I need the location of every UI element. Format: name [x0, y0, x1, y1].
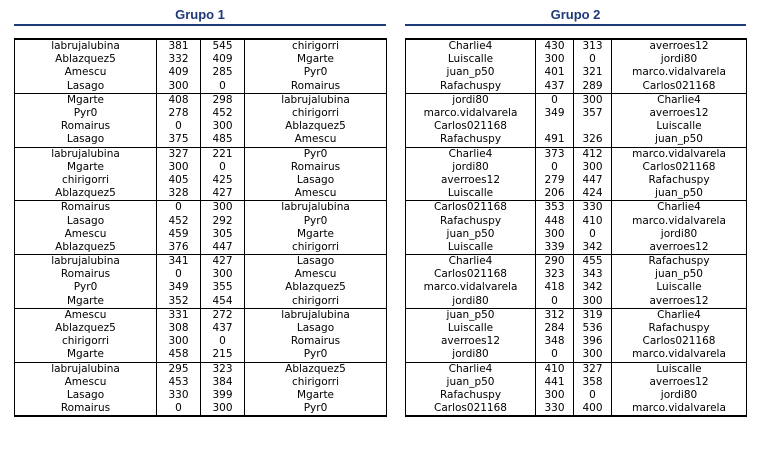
- away-player-cell: labrujalubina: [245, 308, 387, 322]
- home-score-cell: 323: [536, 268, 574, 281]
- away-score-cell: 0: [574, 53, 612, 66]
- away-player-cell: Pyr0: [245, 348, 387, 362]
- match-row: [406, 362, 747, 376]
- away-score-cell: 357: [574, 107, 612, 120]
- home-player-cell: Ablazquez5: [15, 187, 157, 201]
- home-score-cell: 300: [536, 389, 574, 402]
- home-player-cell: Lasago: [15, 214, 157, 227]
- home-score-cell: 409: [157, 66, 201, 79]
- away-score-cell: 321: [574, 66, 612, 79]
- home-player-cell: Charlie4: [406, 362, 536, 376]
- title-underline: [405, 24, 746, 26]
- home-score-cell: 348: [536, 335, 574, 348]
- away-score-cell: 342: [574, 241, 612, 255]
- home-player-cell: Rafachuspy: [406, 389, 536, 402]
- home-player-cell: jordi80: [406, 348, 536, 362]
- home-score-cell: 452: [157, 214, 201, 227]
- home-player-cell: Lasago: [15, 80, 157, 94]
- away-score-cell: 424: [574, 187, 612, 201]
- away-player-cell: Pyr0: [245, 402, 387, 416]
- match-row: [406, 53, 747, 66]
- home-player-cell: Rafachuspy: [406, 214, 536, 227]
- away-score-cell: 536: [574, 322, 612, 335]
- home-player-cell: Luiscalle: [406, 53, 536, 66]
- home-score-cell: 381: [157, 39, 201, 53]
- away-score-cell: 292: [201, 214, 245, 227]
- match-row: [406, 93, 747, 107]
- home-player-cell: juan_p50: [406, 228, 536, 241]
- home-player-cell: Mgarte: [15, 161, 157, 174]
- away-player-cell: Romairus: [245, 335, 387, 348]
- away-score-cell: 300: [201, 268, 245, 281]
- away-player-cell: jordi80: [612, 228, 747, 241]
- away-score-cell: 485: [201, 133, 245, 147]
- home-player-cell: Romairus: [15, 120, 157, 133]
- home-score-cell: 300: [536, 228, 574, 241]
- match-row: [406, 39, 747, 53]
- home-score-cell: 290: [536, 255, 574, 269]
- away-player-cell: Amescu: [245, 187, 387, 201]
- results-table: [14, 38, 387, 417]
- home-player-cell: marco.vidalvarela: [406, 107, 536, 120]
- match-row: [15, 161, 387, 174]
- away-score-cell: 447: [574, 174, 612, 187]
- home-score-cell: 295: [157, 362, 201, 376]
- match-row: [15, 228, 387, 241]
- home-score-cell: 352: [157, 295, 201, 309]
- home-player-cell: Luiscalle: [406, 187, 536, 201]
- match-row: [15, 402, 387, 416]
- away-player-cell: averroes12: [612, 241, 747, 255]
- home-player-cell: Charlie4: [406, 255, 536, 269]
- away-player-cell: Luiscalle: [612, 120, 747, 133]
- away-player-cell: jordi80: [612, 389, 747, 402]
- match-row: [406, 66, 747, 79]
- home-player-cell: Charlie4: [406, 39, 536, 53]
- home-score-cell: 278: [157, 107, 201, 120]
- match-row: [406, 322, 747, 335]
- home-score-cell: 401: [536, 66, 574, 79]
- away-score-cell: 452: [201, 107, 245, 120]
- home-score-cell: 327: [157, 147, 201, 161]
- home-score-cell: 312: [536, 308, 574, 322]
- away-score-cell: 396: [574, 335, 612, 348]
- match-row: [406, 295, 747, 309]
- match-row: [406, 228, 747, 241]
- home-player-cell: Ablazquez5: [15, 322, 157, 335]
- home-score-cell: 430: [536, 39, 574, 53]
- away-score-cell: 0: [201, 80, 245, 94]
- home-score-cell: 284: [536, 322, 574, 335]
- match-row: [15, 214, 387, 227]
- home-player-cell: Romairus: [15, 201, 157, 215]
- home-player-cell: Pyr0: [15, 107, 157, 120]
- home-player-cell: Luiscalle: [406, 241, 536, 255]
- home-player-cell: labrujalubina: [15, 255, 157, 269]
- group-title: Grupo 2: [550, 7, 601, 22]
- match-row: [406, 187, 747, 201]
- home-player-cell: averroes12: [406, 174, 536, 187]
- away-player-cell: juan_p50: [612, 133, 747, 147]
- away-score-cell: 545: [201, 39, 245, 53]
- away-player-cell: Luiscalle: [612, 362, 747, 376]
- away-score-cell: 300: [201, 120, 245, 133]
- match-row: [406, 308, 747, 322]
- home-player-cell: Romairus: [15, 268, 157, 281]
- away-score-cell: 454: [201, 295, 245, 309]
- away-player-cell: Charlie4: [612, 93, 747, 107]
- away-score-cell: 342: [574, 281, 612, 294]
- match-row: [15, 348, 387, 362]
- away-player-cell: Mgarte: [245, 53, 387, 66]
- away-player-cell: Rafachuspy: [612, 322, 747, 335]
- away-player-cell: Romairus: [245, 80, 387, 94]
- match-row: [406, 147, 747, 161]
- home-score-cell: 331: [157, 308, 201, 322]
- home-score-cell: 0: [536, 93, 574, 107]
- home-player-cell: Amescu: [15, 308, 157, 322]
- home-score-cell: 0: [157, 402, 201, 416]
- match-row: [15, 308, 387, 322]
- away-score-cell: 400: [574, 402, 612, 416]
- match-row: [406, 389, 747, 402]
- home-score-cell: 437: [536, 80, 574, 94]
- home-score-cell: 332: [157, 53, 201, 66]
- away-player-cell: juan_p50: [612, 268, 747, 281]
- match-row: [15, 376, 387, 389]
- home-score-cell: 491: [536, 133, 574, 147]
- title-underline: [14, 24, 386, 26]
- away-player-cell: averroes12: [612, 107, 747, 120]
- match-row: [406, 174, 747, 187]
- match-row: [406, 201, 747, 215]
- match-row: [406, 80, 747, 94]
- away-score-cell: 323: [201, 362, 245, 376]
- match-row: [15, 335, 387, 348]
- away-score-cell: 300: [574, 161, 612, 174]
- away-player-cell: Carlos021168: [612, 80, 747, 94]
- home-score-cell: 410: [536, 362, 574, 376]
- home-player-cell: Ablazquez5: [15, 241, 157, 255]
- away-player-cell: Romairus: [245, 161, 387, 174]
- home-player-cell: chirigorri: [15, 335, 157, 348]
- home-player-cell: labrujalubina: [15, 39, 157, 53]
- away-score-cell: 300: [201, 402, 245, 416]
- home-score-cell: 0: [536, 348, 574, 362]
- home-player-cell: jordi80: [406, 295, 536, 309]
- home-score-cell: 300: [536, 53, 574, 66]
- away-player-cell: Carlos021168: [612, 335, 747, 348]
- home-player-cell: Rafachuspy: [406, 133, 536, 147]
- away-score-cell: 330: [574, 201, 612, 215]
- away-player-cell: marco.vidalvarela: [612, 402, 747, 416]
- away-player-cell: Mgarte: [245, 389, 387, 402]
- away-score-cell: 215: [201, 348, 245, 362]
- match-row: [406, 241, 747, 255]
- match-row: [15, 39, 387, 53]
- match-row: [406, 255, 747, 269]
- match-row: [15, 268, 387, 281]
- away-score-cell: 358: [574, 376, 612, 389]
- home-player-cell: Carlos021168: [406, 402, 536, 416]
- home-score-cell: 206: [536, 187, 574, 201]
- home-score-cell: 341: [157, 255, 201, 269]
- away-score-cell: 0: [574, 228, 612, 241]
- home-score-cell: [536, 120, 574, 133]
- home-player-cell: Rafachuspy: [406, 80, 536, 94]
- away-player-cell: Lasago: [245, 255, 387, 269]
- away-score-cell: 300: [574, 348, 612, 362]
- away-player-cell: marco.vidalvarela: [612, 66, 747, 79]
- away-player-cell: averroes12: [612, 295, 747, 309]
- away-score-cell: 298: [201, 93, 245, 107]
- away-player-cell: Rafachuspy: [612, 174, 747, 187]
- away-player-cell: chirigorri: [245, 107, 387, 120]
- away-player-cell: Ablazquez5: [245, 120, 387, 133]
- match-row: [406, 281, 747, 294]
- match-row: [15, 241, 387, 255]
- match-row: [406, 120, 747, 133]
- away-score-cell: 425: [201, 174, 245, 187]
- away-player-cell: Pyr0: [245, 66, 387, 79]
- home-score-cell: 453: [157, 376, 201, 389]
- away-player-cell: averroes12: [612, 376, 747, 389]
- match-row: [406, 402, 747, 416]
- away-player-cell: Lasago: [245, 322, 387, 335]
- home-score-cell: 349: [157, 281, 201, 294]
- home-score-cell: 458: [157, 348, 201, 362]
- results-table: [405, 38, 747, 417]
- home-score-cell: 0: [536, 295, 574, 309]
- home-player-cell: marco.vidalvarela: [406, 281, 536, 294]
- away-player-cell: labrujalubina: [245, 201, 387, 215]
- home-score-cell: 279: [536, 174, 574, 187]
- away-score-cell: 221: [201, 147, 245, 161]
- home-player-cell: Mgarte: [15, 295, 157, 309]
- away-score-cell: 272: [201, 308, 245, 322]
- home-score-cell: 328: [157, 187, 201, 201]
- home-player-cell: chirigorri: [15, 174, 157, 187]
- away-score-cell: 0: [201, 161, 245, 174]
- home-player-cell: Luiscalle: [406, 322, 536, 335]
- away-player-cell: Amescu: [245, 268, 387, 281]
- away-score-cell: [574, 120, 612, 133]
- home-score-cell: 308: [157, 322, 201, 335]
- group-title: Grupo 1: [175, 7, 225, 22]
- match-row: [406, 133, 747, 147]
- home-player-cell: Amescu: [15, 66, 157, 79]
- away-player-cell: Carlos021168: [612, 161, 747, 174]
- home-score-cell: 418: [536, 281, 574, 294]
- home-player-cell: Charlie4: [406, 147, 536, 161]
- away-player-cell: jordi80: [612, 53, 747, 66]
- home-score-cell: 339: [536, 241, 574, 255]
- match-row: [15, 389, 387, 402]
- home-score-cell: 349: [536, 107, 574, 120]
- home-player-cell: Mgarte: [15, 93, 157, 107]
- home-player-cell: juan_p50: [406, 308, 536, 322]
- home-score-cell: 459: [157, 228, 201, 241]
- away-player-cell: Luiscalle: [612, 281, 747, 294]
- away-score-cell: 300: [574, 93, 612, 107]
- away-player-cell: chirigorri: [245, 39, 387, 53]
- away-score-cell: 300: [574, 295, 612, 309]
- home-score-cell: 0: [157, 201, 201, 215]
- match-row: [15, 322, 387, 335]
- home-score-cell: 375: [157, 133, 201, 147]
- match-row: [406, 335, 747, 348]
- home-player-cell: Mgarte: [15, 348, 157, 362]
- away-score-cell: 427: [201, 187, 245, 201]
- away-player-cell: labrujalubina: [245, 93, 387, 107]
- away-score-cell: 427: [201, 255, 245, 269]
- home-score-cell: 448: [536, 214, 574, 227]
- away-player-cell: Charlie4: [612, 308, 747, 322]
- match-row: [15, 201, 387, 215]
- match-row: [406, 376, 747, 389]
- home-score-cell: 300: [157, 335, 201, 348]
- home-score-cell: 405: [157, 174, 201, 187]
- home-player-cell: Carlos021168: [406, 120, 536, 133]
- away-score-cell: 384: [201, 376, 245, 389]
- home-score-cell: 0: [157, 268, 201, 281]
- home-player-cell: Amescu: [15, 228, 157, 241]
- match-row: [406, 268, 747, 281]
- home-player-cell: Romairus: [15, 402, 157, 416]
- away-player-cell: chirigorri: [245, 241, 387, 255]
- home-score-cell: 300: [157, 161, 201, 174]
- away-player-cell: marco.vidalvarela: [612, 348, 747, 362]
- home-score-cell: 0: [157, 120, 201, 133]
- away-score-cell: 455: [574, 255, 612, 269]
- home-player-cell: juan_p50: [406, 376, 536, 389]
- away-player-cell: chirigorri: [245, 376, 387, 389]
- away-score-cell: 300: [201, 201, 245, 215]
- home-score-cell: 330: [157, 389, 201, 402]
- away-player-cell: marco.vidalvarela: [612, 214, 747, 227]
- home-score-cell: 300: [157, 80, 201, 94]
- away-player-cell: chirigorri: [245, 295, 387, 309]
- match-row: [15, 295, 387, 309]
- home-score-cell: 376: [157, 241, 201, 255]
- away-score-cell: 343: [574, 268, 612, 281]
- away-score-cell: 0: [574, 389, 612, 402]
- home-player-cell: jordi80: [406, 93, 536, 107]
- home-player-cell: labrujalubina: [15, 362, 157, 376]
- home-player-cell: jordi80: [406, 161, 536, 174]
- away-score-cell: 355: [201, 281, 245, 294]
- match-row: [15, 53, 387, 66]
- home-player-cell: Carlos021168: [406, 201, 536, 215]
- away-player-cell: juan_p50: [612, 187, 747, 201]
- home-player-cell: Amescu: [15, 376, 157, 389]
- away-score-cell: 437: [201, 322, 245, 335]
- away-score-cell: 285: [201, 66, 245, 79]
- away-player-cell: averroes12: [612, 39, 747, 53]
- away-player-cell: Charlie4: [612, 201, 747, 215]
- home-player-cell: labrujalubina: [15, 147, 157, 161]
- away-score-cell: 305: [201, 228, 245, 241]
- home-score-cell: 353: [536, 201, 574, 215]
- away-score-cell: 447: [201, 241, 245, 255]
- match-row: [15, 255, 387, 269]
- home-player-cell: Lasago: [15, 389, 157, 402]
- match-row: [15, 362, 387, 376]
- away-score-cell: 409: [201, 53, 245, 66]
- away-score-cell: 410: [574, 214, 612, 227]
- match-row: [15, 281, 387, 294]
- home-player-cell: Pyr0: [15, 281, 157, 294]
- match-row: [406, 107, 747, 120]
- away-player-cell: Rafachuspy: [612, 255, 747, 269]
- home-score-cell: 0: [536, 161, 574, 174]
- match-row: [406, 348, 747, 362]
- away-score-cell: 412: [574, 147, 612, 161]
- away-score-cell: 313: [574, 39, 612, 53]
- match-row: [15, 107, 387, 120]
- match-row: [15, 147, 387, 161]
- home-score-cell: 441: [536, 376, 574, 389]
- match-row: [15, 66, 387, 79]
- away-score-cell: 399: [201, 389, 245, 402]
- away-player-cell: Ablazquez5: [245, 281, 387, 294]
- match-row: [15, 187, 387, 201]
- match-row: [406, 161, 747, 174]
- home-score-cell: 373: [536, 147, 574, 161]
- away-score-cell: 0: [201, 335, 245, 348]
- away-player-cell: Mgarte: [245, 228, 387, 241]
- match-row: [15, 120, 387, 133]
- home-player-cell: Carlos021168: [406, 268, 536, 281]
- home-player-cell: Lasago: [15, 133, 157, 147]
- away-score-cell: 327: [574, 362, 612, 376]
- match-row: [15, 133, 387, 147]
- match-row: [15, 174, 387, 187]
- away-score-cell: 289: [574, 80, 612, 94]
- home-player-cell: juan_p50: [406, 66, 536, 79]
- home-player-cell: Ablazquez5: [15, 53, 157, 66]
- away-player-cell: Amescu: [245, 133, 387, 147]
- away-score-cell: 326: [574, 133, 612, 147]
- away-player-cell: Pyr0: [245, 214, 387, 227]
- match-row: [15, 93, 387, 107]
- match-row: [406, 214, 747, 227]
- away-player-cell: marco.vidalvarela: [612, 147, 747, 161]
- home-score-cell: 330: [536, 402, 574, 416]
- home-player-cell: averroes12: [406, 335, 536, 348]
- away-score-cell: 319: [574, 308, 612, 322]
- home-score-cell: 408: [157, 93, 201, 107]
- away-player-cell: Lasago: [245, 174, 387, 187]
- match-row: [15, 80, 387, 94]
- away-player-cell: Ablazquez5: [245, 362, 387, 376]
- away-player-cell: Pyr0: [245, 147, 387, 161]
